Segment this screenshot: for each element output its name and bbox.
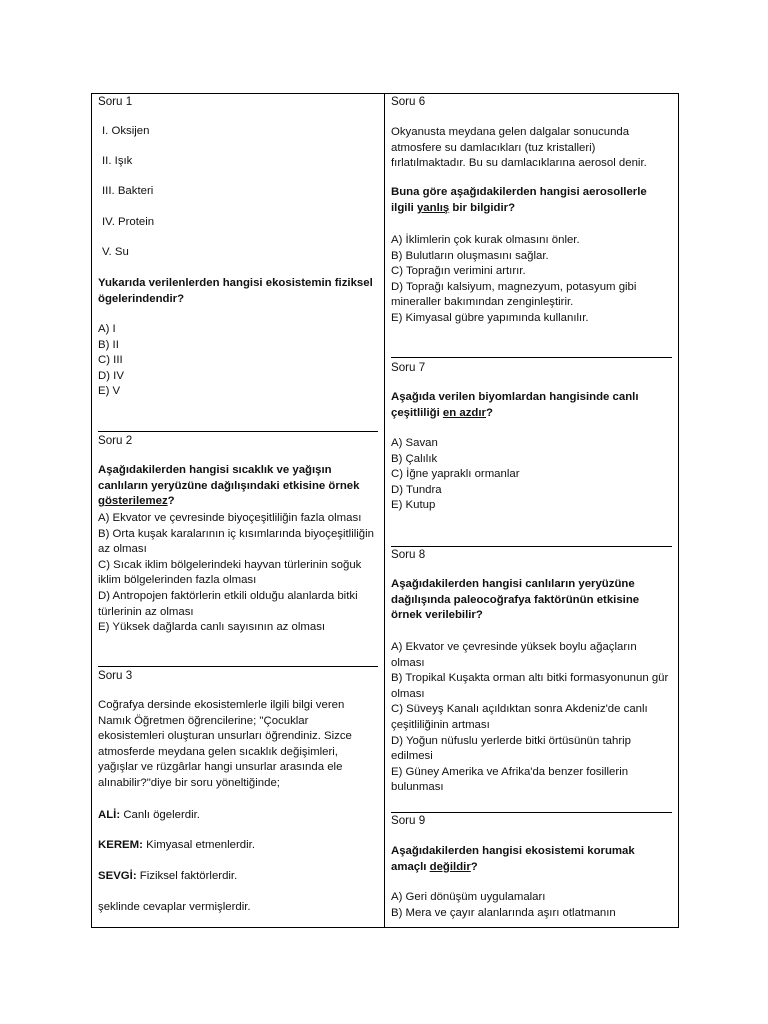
item-1: I. Oksijen xyxy=(102,125,150,137)
question-2-label: Soru 2 xyxy=(98,434,133,447)
option-c[interactable]: C) III xyxy=(98,354,123,367)
divider xyxy=(391,357,672,358)
question-7-options xyxy=(391,436,672,514)
right-column xyxy=(385,94,678,927)
question-6-question xyxy=(391,185,672,216)
answer-ali xyxy=(98,808,378,824)
question-9-text-end: ? xyxy=(470,860,478,873)
answer-kerem xyxy=(98,838,378,854)
option-e[interactable]: E) Yüksek dağlarda canlı sayısının az olması xyxy=(98,621,326,634)
option-c[interactable]: C) Süveyş Kanalı açıldıktan sonra Akdeniz'de canlı çeşitliliğinin artması xyxy=(391,703,648,731)
question-2-options xyxy=(98,511,378,636)
question-3-closing xyxy=(98,900,378,916)
question-9-text-start: Aşağıdakilerden hangisi ekosistemi korumak amaçlı xyxy=(391,845,635,873)
item-5-row xyxy=(102,245,378,261)
question-7 xyxy=(391,360,672,376)
question-7-text-start: Aşağıda verilen biyomlardan hangisinde canlı çeşitliliği xyxy=(391,391,639,419)
question-1-items xyxy=(102,124,378,140)
question-7-text-end: ? xyxy=(485,406,493,419)
question-3-passage xyxy=(98,698,378,792)
question-6-text: Okyanusta meydana gelen dalgalar sonucunda atmosfere su damlacıkları (tuz kristalleri) fırlatılmaktadır. Bu su damlacıklarına aerosol denir. xyxy=(391,126,647,170)
question-7-text xyxy=(391,390,672,421)
question-8-label: Soru 8 xyxy=(391,548,426,561)
option-b[interactable]: B) Orta kuşak karalarının iç kısımlarında biyoçeşitliliğin az olması xyxy=(98,527,375,556)
question-2-text-end: ? xyxy=(167,495,175,508)
option-a[interactable]: A) Ekvator ve çevresinde yüksek boylu ağaçların olması xyxy=(391,641,637,669)
option-d[interactable]: D) Toprağı kalsiyum, magnezyum, potasyum gibi mineraller bakımından zenginleştirir. xyxy=(391,280,637,309)
option-a[interactable]: A) I xyxy=(98,323,116,335)
question-6-passage xyxy=(391,125,672,172)
option-a[interactable]: A) Geri dönüşüm uygulamaları xyxy=(391,891,546,903)
question-1-label: Soru 1 xyxy=(98,95,133,108)
question-6-text-start: Buna göre aşağıdakilerden hangisi aerosollerle ilgili xyxy=(391,186,647,214)
option-c[interactable]: C) Sıcak iklim bölgelerindeki hayvan türlerinin soğuk iklim bölgelerinden fazla olması xyxy=(98,558,362,587)
option-d[interactable]: D) Antropojen faktörlerin etkili olduğu alanlarda bitki türlerinin az olması xyxy=(98,589,358,618)
question-8 xyxy=(391,547,672,563)
question-2-text-start: Aşağıdakilerden hangisi sıcaklık ve yağışın canlıların yeryüzüne dağılışındaki etkisine örnek xyxy=(98,464,360,492)
option-b[interactable]: B) Çalılık xyxy=(391,452,438,465)
question-9 xyxy=(391,813,672,829)
answer-name: ALİ: xyxy=(98,809,121,821)
question-6-label: Soru 6 xyxy=(391,95,426,108)
answer-sevgi xyxy=(98,869,378,885)
question-9-label: Soru 9 xyxy=(391,814,426,827)
item-5: V. Su xyxy=(102,246,129,258)
option-a[interactable]: A) Ekvator ve çevresinde biyoçeşitliliğin fazla olması xyxy=(98,512,362,524)
option-e[interactable]: E) Kimyasal gübre yapımında kullanılır. xyxy=(391,311,589,324)
question-9-options xyxy=(391,890,672,921)
answer-text: Kimyasal etmenlerdir. xyxy=(142,839,255,851)
option-c[interactable]: C) İğne yapraklı ormanlar xyxy=(391,468,520,481)
question-1 xyxy=(98,94,378,110)
answer-name: SEVGİ: xyxy=(98,870,137,882)
divider xyxy=(98,666,378,667)
option-d[interactable]: D) Yoğun nüfuslu yerlerde bitki örtüsünün tahrip edilmesi xyxy=(391,734,631,763)
question-8-stem xyxy=(391,577,672,624)
question-7-label: Soru 7 xyxy=(391,361,426,374)
question-8-options xyxy=(391,640,672,796)
worksheet-table xyxy=(91,93,679,928)
option-c[interactable]: C) Toprağın verimini artırır. xyxy=(391,265,526,278)
item-2-row xyxy=(102,154,378,170)
closing-text: şeklinde cevaplar vermişlerdir. xyxy=(98,901,251,913)
answer-name: KEREM: xyxy=(98,839,143,851)
option-b[interactable]: B) Bulutların oluşmasını sağlar. xyxy=(391,249,549,262)
question-1-options xyxy=(98,322,378,400)
question-2-text xyxy=(98,463,378,510)
option-d[interactable]: D) Tundra xyxy=(391,483,442,496)
question-7-emphasis: en azdır xyxy=(442,406,486,419)
option-e[interactable]: E) Kutup xyxy=(391,499,436,512)
question-6-emphasis: yanlış xyxy=(416,201,450,214)
item-2: II. Işık xyxy=(102,155,133,167)
question-3 xyxy=(98,668,378,684)
question-7-stem xyxy=(391,390,672,421)
question-6-options xyxy=(391,233,672,327)
question-9-text xyxy=(391,844,672,875)
question-9-stem xyxy=(391,844,672,875)
option-a[interactable]: A) İklimlerin çok kurak olmasını önler. xyxy=(391,234,580,246)
item-3: III. Bakteri xyxy=(102,185,154,197)
question-3-text: Coğrafya dersinde ekosistemlerle ilgili bilgi veren Namık Öğretmen öğrencilerine; "Çocuklar ekosistemleri oluşturan unsurları öğrendiniz. Sizce atmosferde meydana gelen sıcaklık değişimleri, yağışlar ve rüzgârlar hangi unsurlar arasında ele alınabilir?"diye bir soru yöneltiğinde; xyxy=(98,699,352,789)
question-6-stem xyxy=(391,185,672,216)
option-b[interactable]: B) II xyxy=(98,338,119,351)
option-e[interactable]: E) Güney Amerika ve Afrika'da benzer fosillerin bulunması xyxy=(391,765,629,794)
option-b[interactable]: B) Tropikal Kuşakta orman altı bitki formasyonunun gür olması xyxy=(391,672,669,700)
option-b[interactable]: B) Mera ve çayır alanlarında aşırı otlatmanın xyxy=(391,906,616,919)
question-8-text: Aşağıdakilerden hangisi canlıların yeryüzüne dağılışında paleocoğrafya faktörünün etkisine örnek verilebilir? xyxy=(391,578,640,622)
divider xyxy=(98,431,378,432)
question-2 xyxy=(98,433,378,449)
question-1-stem xyxy=(98,276,378,307)
option-d[interactable]: D) IV xyxy=(98,369,124,382)
answer-text: Fiziksel faktörlerdir. xyxy=(136,870,238,882)
left-column xyxy=(92,94,385,927)
question-6 xyxy=(391,94,672,110)
option-e[interactable]: E) V xyxy=(98,385,121,398)
item-4: IV. Protein xyxy=(102,216,155,228)
question-1-text: Yukarıda verilenlerden hangisi ekosistemin fiziksel ögelerindendir? xyxy=(98,277,373,305)
item-3-row xyxy=(102,184,378,200)
option-a[interactable]: A) Savan xyxy=(391,437,438,449)
question-9-emphasis: değildir xyxy=(429,860,471,873)
question-3-label: Soru 3 xyxy=(98,669,133,682)
item-4-row xyxy=(102,215,378,231)
question-2-emphasis: gösterilemez xyxy=(98,495,168,508)
question-6-text-end: bir bilgidir? xyxy=(449,201,516,214)
question-2-stem xyxy=(98,463,378,510)
answer-text: Canlı ögelerdir. xyxy=(120,809,200,821)
